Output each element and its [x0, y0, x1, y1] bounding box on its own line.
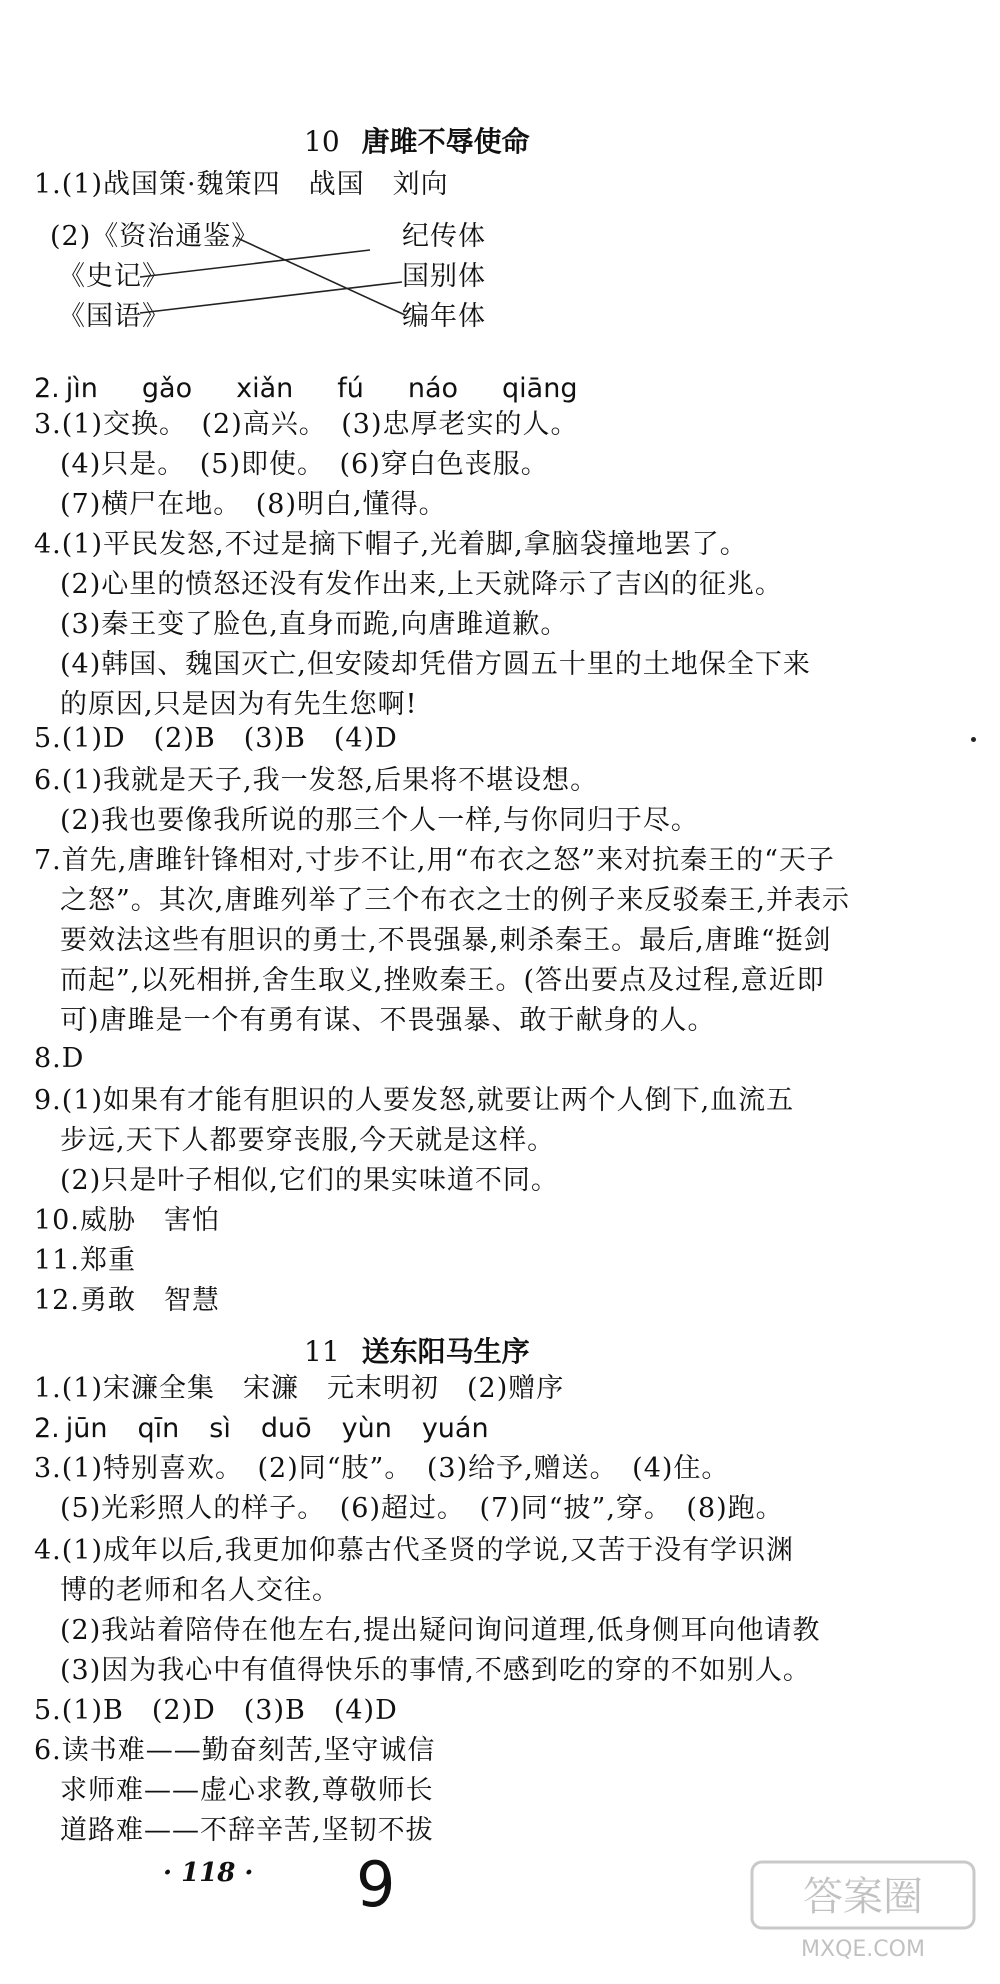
- s10-q9-line1: 9.(1)如果有才能有胆识的人要发怒,就要让两个人倒下,血流五: [34, 1085, 795, 1116]
- s11-q3-line1: 3.(1)特别喜欢。 (2)同“肢”。 (3)给予,赠送。 (4)住。: [34, 1453, 730, 1484]
- s10-q4-line3: (3)秦王变了脸色,直身而跪,向唐雎道歉。: [60, 609, 569, 640]
- s11-q3-line2: (5)光彩照人的样子。 (6)超过。 (7)同“披”,穿。 (8)跑。: [60, 1493, 784, 1524]
- stray-dot: [971, 737, 976, 742]
- match-right-2: 国别体: [402, 261, 486, 292]
- section-name: 唐雎不辱使命: [361, 125, 530, 158]
- pinyin-6: qiāng: [502, 373, 578, 404]
- q2-number: 2.: [34, 1413, 60, 1444]
- pinyin-4: duō: [260, 1413, 312, 1444]
- s10-q9-line3: (2)只是叶子相似,它们的果实味道不同。: [60, 1165, 559, 1196]
- s10-q4-line5: 的原因,只是因为有先生您啊!: [60, 689, 418, 720]
- page-number: · 118 ·: [163, 1858, 254, 1888]
- s11-q6-line3: 道路难——不辞辛苦,坚韧不拔: [60, 1815, 434, 1846]
- pinyin-3: xiǎn: [236, 373, 294, 404]
- s10-q7-line2: 之怒”。其次,唐雎列举了三个布衣之士的例子来反驳秦王,并表示: [60, 885, 850, 916]
- pinyin-5: náo: [407, 373, 459, 404]
- match-right-3: 编年体: [402, 301, 486, 332]
- s10-q7-line5: 可)唐雎是一个有勇有谋、不畏强暴、敢于献身的人。: [60, 1005, 716, 1036]
- match-left-3: 《国语》: [58, 301, 170, 332]
- s10-q3-line3: (7)横尸在地。 (8)明白,懂得。: [60, 489, 447, 520]
- match-left-2: 《史记》: [58, 261, 170, 292]
- section-title-10: [304, 120, 530, 160]
- section-number: 10: [304, 125, 340, 158]
- watermark-brand: 答案圈: [803, 1874, 923, 1920]
- s10-q12: 12.勇敢 智慧: [34, 1285, 220, 1316]
- pinyin-4: fú: [337, 373, 364, 404]
- section-number: 11: [304, 1335, 340, 1368]
- match-line-2: [140, 250, 370, 277]
- s10-q11: 11.郑重: [34, 1245, 136, 1276]
- s10-q7-line1: 7.首先,唐雎针锋相对,寸步不让,用“布衣之怒”来对抗秦王的“天子: [34, 845, 835, 876]
- s11-q4-line1: 4.(1)成年以后,我更加仰慕古代圣贤的学说,又苦于没有学识渊: [34, 1535, 795, 1566]
- match-right-1: 纪传体: [402, 221, 486, 252]
- s11-q4-line3: (2)我站着陪侍在他左右,提出疑问询问道理,低身侧耳向他请教: [60, 1615, 821, 1646]
- s10-q5: 5.(1)D (2)B (3)B (4)D: [34, 723, 398, 754]
- s11-q2: [34, 1412, 489, 1446]
- match-line-3: [140, 282, 402, 313]
- match-left-1: (2)《资治通鉴》: [50, 221, 260, 252]
- s10-q2: [34, 372, 621, 406]
- handwritten-mark: 9: [356, 1848, 396, 1921]
- section-title-11: [304, 1330, 530, 1370]
- pinyin-6: yuán: [421, 1413, 489, 1444]
- s10-q1: 1.(1)战国策·魏策四 战国 刘向: [34, 169, 449, 200]
- s10-q4-line1: 4.(1)平民发怒,不过是摘下帽子,光着脚,拿脑袋撞地罢了。: [34, 529, 748, 560]
- s11-q6-line1: 6.读书难——勤奋刻苦,坚守诚信: [34, 1735, 436, 1766]
- s10-q4-line4: (4)韩国、魏国灭亡,但安陵却凭借方圆五十里的土地保全下来: [60, 649, 811, 680]
- s10-q3-line1: 3.(1)交换。 (2)高兴。 (3)忠厚老实的人。: [34, 409, 579, 440]
- s10-q8: 8.D: [34, 1043, 85, 1074]
- match-line-1: [235, 237, 405, 315]
- s10-q7-line3: 要效法这些有胆识的勇士,不畏强暴,刺杀秦王。最后,唐雎“挺剑: [60, 925, 832, 956]
- s11-q4-line2: 博的老师和名人交往。: [60, 1575, 340, 1606]
- pinyin-2: gǎo: [141, 373, 193, 404]
- q2-number: 2.: [34, 373, 60, 404]
- s11-q1: 1.(1)宋濂全集 宋濂 元末明初 (2)赠序: [34, 1373, 565, 1404]
- s10-q10: 10.威胁 害怕: [34, 1205, 220, 1236]
- pinyin-1: jūn: [65, 1413, 108, 1444]
- s10-q6-line2: (2)我也要像我所说的那三个人一样,与你同归于尽。: [60, 805, 699, 836]
- pinyin-2: qīn: [137, 1413, 180, 1444]
- s10-q6-line1: 6.(1)我就是天子,我一发怒,后果将不堪设想。: [34, 765, 599, 796]
- pinyin-1: jìn: [65, 373, 98, 404]
- s10-q3-line2: (4)只是。 (5)即使。 (6)穿白色丧服。: [60, 449, 549, 480]
- s10-q4-line2: (2)心里的愤怒还没有发作出来,上天就降示了吉凶的征兆。: [60, 569, 783, 600]
- s11-q6-line2: 求师难——虚心求教,尊敬师长: [60, 1775, 434, 1806]
- pinyin-3: sì: [209, 1413, 231, 1444]
- s11-q5: 5.(1)B (2)D (3)B (4)D: [34, 1695, 398, 1726]
- pinyin-5: yùn: [341, 1413, 392, 1444]
- s10-q7-line4: 而起”,以死相拼,舍生取义,挫败秦王。(答出要点及过程,意近即: [60, 965, 825, 996]
- s11-q4-line4: (3)因为我心中有值得快乐的事情,不感到吃的穿的不如别人。: [60, 1655, 811, 1686]
- s10-q9-line2: 步远,天下人都要穿丧服,今天就是这样。: [60, 1125, 556, 1156]
- watermark-logo: [748, 1856, 978, 1966]
- matching-lines: [40, 215, 420, 325]
- watermark-url: MXQE.COM: [801, 1937, 925, 1962]
- section-name: 送东阳马生序: [361, 1335, 530, 1368]
